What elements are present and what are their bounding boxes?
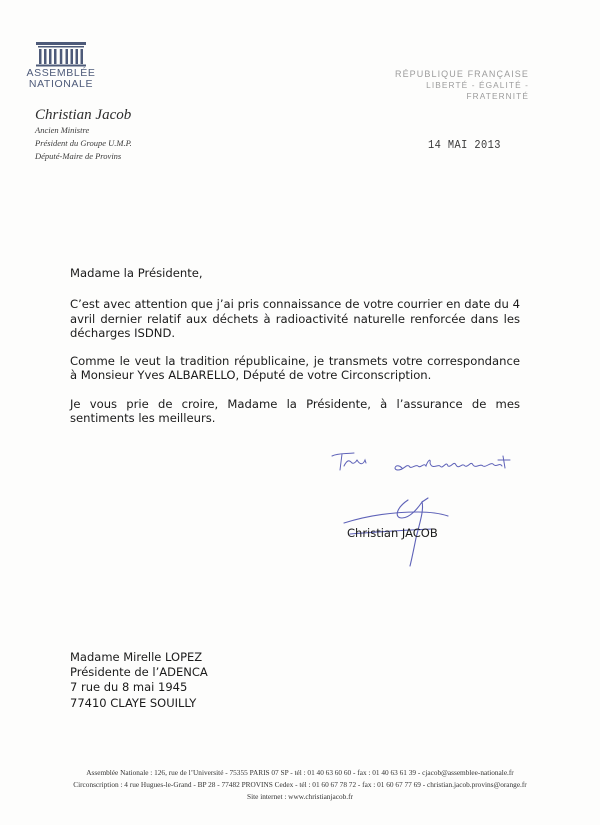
institution-line-1: ASSEMBLÉE: [26, 67, 96, 79]
date-stamp: 14 MAI 2013: [428, 138, 501, 152]
sender-block: [32, 107, 132, 163]
signer-name: Christian JACOB: [347, 526, 438, 540]
sender-title: Président du Groupe U.M.P.: [35, 138, 132, 148]
institution-line-2: NATIONALE: [28, 78, 94, 90]
recipient-line: Présidente de l’ADENCA: [70, 665, 208, 680]
sender-title: Député-Maire de Provins: [35, 151, 122, 161]
republic-header: [385, 69, 529, 102]
letter-body: [70, 266, 520, 439]
letter-paragraph: C’est avec attention que j’ai pris connaissance de votre courrier en date du 4 avril dernier relatif aux déchets à radioactivité naturelle renforcée dans les décharges ISDND.: [70, 297, 520, 340]
assemblee-nationale-logo-icon: [30, 38, 92, 68]
footer-line: Circonscription : 4 rue Hugues-le-Grand - BP 28 - 77482 PROVINS Cedex - tél : 01 60 67 78 72 - fax : 01 60 67 77 69 - christian.jacob.provins@orange.fr: [73, 779, 527, 789]
letter-paragraph: Comme le veut la tradition républicaine, je transmets votre correspondance à Monsieur Yves ALBARELLO, Député de votre Circonscription.: [70, 354, 520, 383]
sender-title: Ancien Ministre: [35, 125, 90, 135]
institution-name: [20, 68, 102, 90]
recipient-line: Madame Mirelle LOPEZ: [70, 650, 203, 664]
sender-name: Christian Jacob: [35, 107, 132, 123]
recipient-line: 77410 CLAYE SOUILLY: [70, 695, 197, 710]
salutation: Madame la Présidente,: [70, 266, 203, 280]
footer-line: Assemblée Nationale : 126, rue de l’Université - 75355 PARIS 07 SP - tél : 01 40 63 60 60 - fax : 01 40 63 61 39 - cjacob@assemblee-nationale.fr: [86, 768, 514, 777]
republic-motto: LIBERTÉ - ÉGALITÉ - FRATERNITÉ: [426, 80, 529, 101]
letter-paragraph: Je vous prie de croire, Madame la Présidente, à l’assurance de mes sentiments les meilleurs.: [70, 396, 520, 426]
recipient-line: 7 rue du 8 mai 1945: [70, 680, 188, 695]
republic-title: RÉPUBLIQUE FRANÇAISE: [394, 69, 529, 79]
handwritten-closing: [330, 448, 530, 478]
recipient-address: [70, 650, 208, 711]
footer-line: Site internet : www.christianjacob.fr: [247, 791, 353, 801]
letter-footer: [0, 767, 600, 802]
